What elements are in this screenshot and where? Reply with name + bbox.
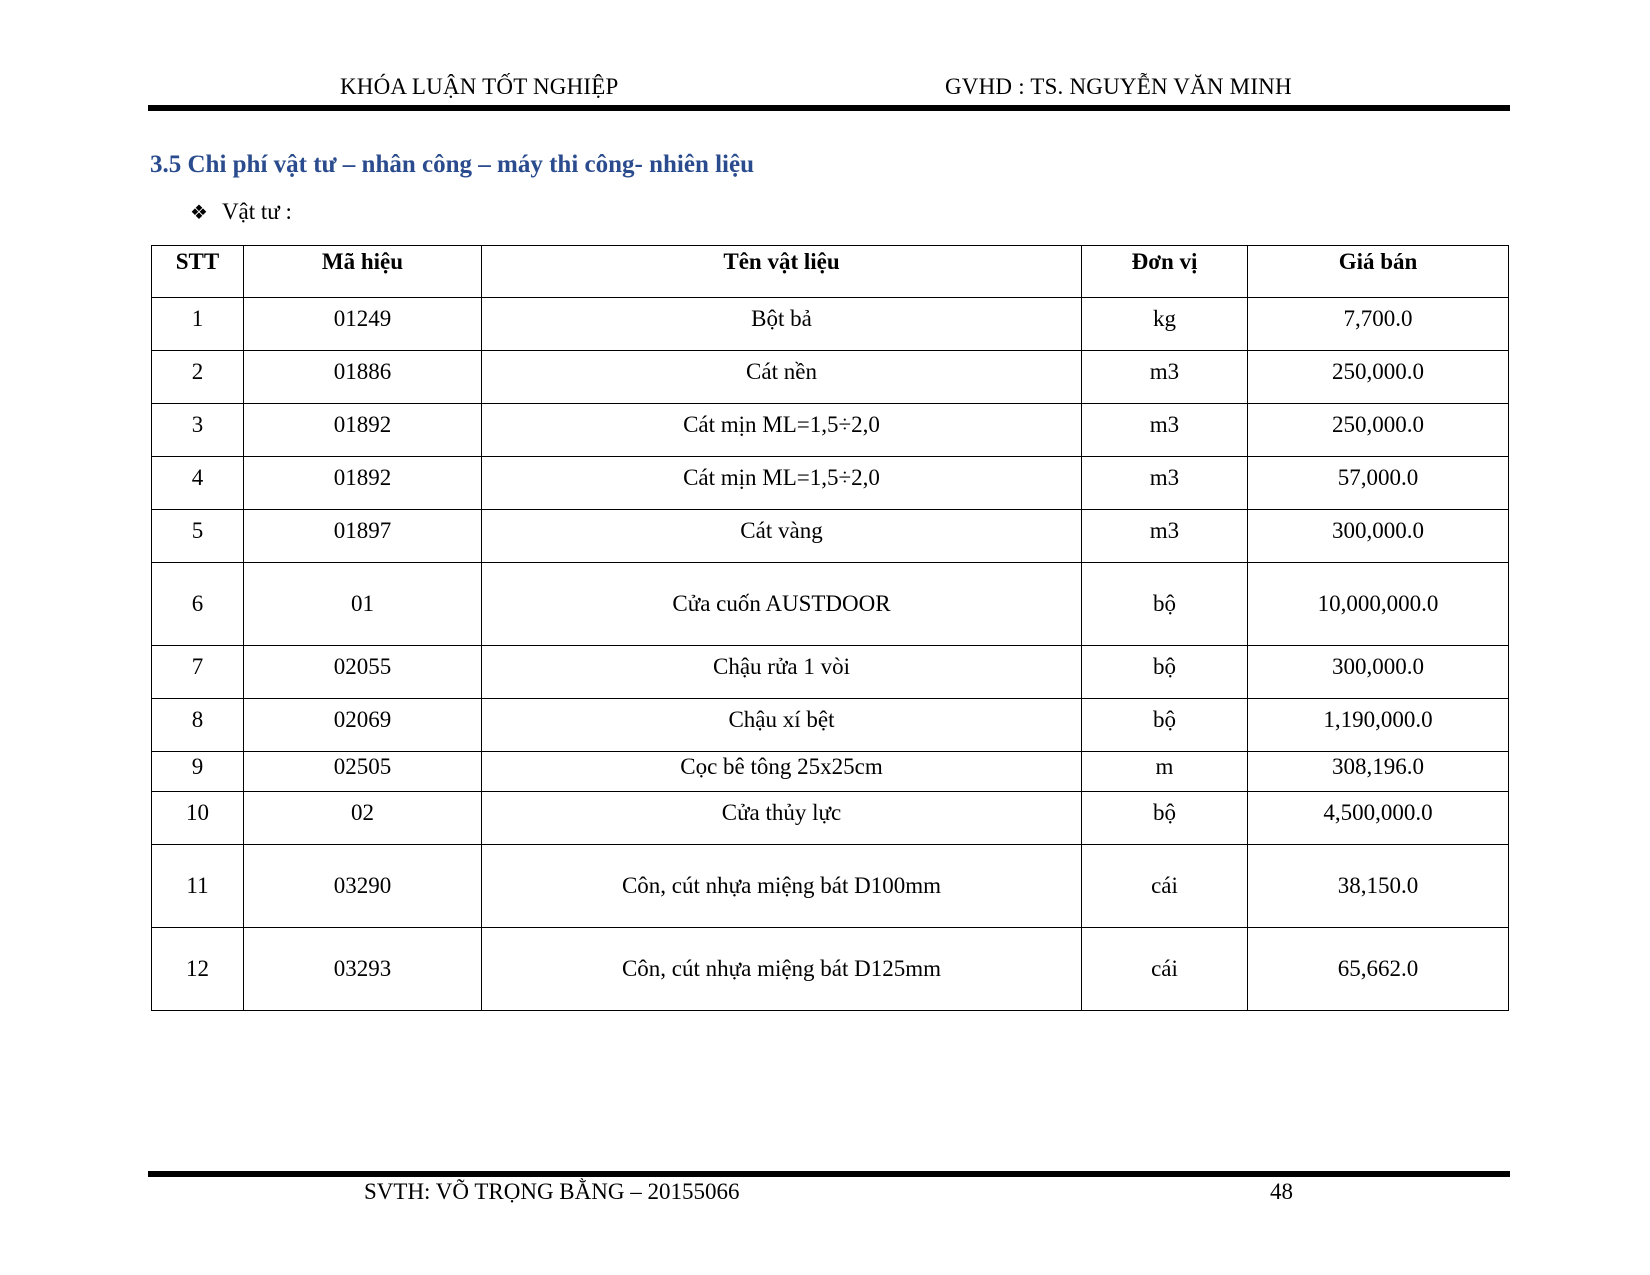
cell-material-name: Cát nền — [482, 351, 1082, 404]
cell-unit: kg — [1082, 298, 1248, 351]
cell-code: 02 — [244, 792, 482, 845]
cell-material-name: Cát vàng — [482, 510, 1082, 563]
cell-material-name: Cát mịn ML=1,5÷2,0 — [482, 457, 1082, 510]
materials-table — [151, 245, 1509, 1011]
section-title: 3.5 Chi phí vật tư – nhân công – máy thi công- nhiên liệu — [150, 151, 754, 178]
cell-code: 01892 — [244, 457, 482, 510]
cell-material-name: Chậu xí bệt — [482, 699, 1082, 752]
cell-material-name: Cửa cuốn AUSTDOOR — [482, 563, 1082, 646]
table-row — [152, 752, 1509, 792]
bullet-item-materials — [190, 199, 292, 225]
cell-stt: 4 — [152, 457, 244, 510]
table-row — [152, 646, 1509, 699]
cell-code: 01892 — [244, 404, 482, 457]
cell-price: 308,196.0 — [1248, 752, 1509, 792]
cell-code: 02505 — [244, 752, 482, 792]
cell-stt: 1 — [152, 298, 244, 351]
cell-price: 57,000.0 — [1248, 457, 1509, 510]
cell-material-name: Bột bả — [482, 298, 1082, 351]
cell-code: 01886 — [244, 351, 482, 404]
cell-unit: m3 — [1082, 351, 1248, 404]
footer-rule — [148, 1171, 1510, 1177]
cell-stt: 10 — [152, 792, 244, 845]
cell-price: 250,000.0 — [1248, 351, 1509, 404]
cell-stt: 5 — [152, 510, 244, 563]
column-header-code: Mã hiệu — [244, 246, 482, 298]
column-header-unit: Đơn vị — [1082, 246, 1248, 298]
table-row — [152, 792, 1509, 845]
table-row — [152, 845, 1509, 928]
table-row — [152, 404, 1509, 457]
cell-unit: cái — [1082, 928, 1248, 1011]
table-row — [152, 510, 1509, 563]
cell-material-name: Cọc bê tông 25x25cm — [482, 752, 1082, 792]
footer-student: SVTH: VÕ TRỌNG BẰNG – 20155066 — [364, 1179, 740, 1204]
cell-code: 01 — [244, 563, 482, 646]
cell-material-name: Côn, cút nhựa miệng bát D100mm — [482, 845, 1082, 928]
cell-unit: m3 — [1082, 404, 1248, 457]
cell-unit: m3 — [1082, 457, 1248, 510]
cell-price: 38,150.0 — [1248, 845, 1509, 928]
table-row — [152, 928, 1509, 1011]
cell-stt: 11 — [152, 845, 244, 928]
cell-price: 300,000.0 — [1248, 646, 1509, 699]
header-rule — [148, 105, 1510, 111]
cell-code: 03293 — [244, 928, 482, 1011]
cell-stt: 6 — [152, 563, 244, 646]
cell-stt: 2 — [152, 351, 244, 404]
table-row — [152, 351, 1509, 404]
cell-unit: bộ — [1082, 563, 1248, 646]
header-title: KHÓA LUẬN TỐT NGHIỆP — [340, 74, 619, 99]
table-row — [152, 298, 1509, 351]
page-number: 48 — [1270, 1179, 1293, 1204]
cell-stt: 9 — [152, 752, 244, 792]
cell-stt: 7 — [152, 646, 244, 699]
cell-code: 02055 — [244, 646, 482, 699]
table-row — [152, 457, 1509, 510]
cell-unit: m — [1082, 752, 1248, 792]
table-header-row — [152, 246, 1509, 298]
cell-price: 65,662.0 — [1248, 928, 1509, 1011]
column-header-price: Giá bán — [1248, 246, 1509, 298]
table-row — [152, 563, 1509, 646]
cell-stt: 3 — [152, 404, 244, 457]
cell-unit: cái — [1082, 845, 1248, 928]
header-supervisor: GVHD : TS. NGUYỄN VĂN MINH — [945, 74, 1292, 99]
cell-material-name: Cát mịn ML=1,5÷2,0 — [482, 404, 1082, 457]
cell-unit: bộ — [1082, 792, 1248, 845]
cell-material-name: Cửa thủy lực — [482, 792, 1082, 845]
column-header-material-name: Tên vật liệu — [482, 246, 1082, 298]
diamond-bullet-icon: ❖ — [190, 200, 208, 224]
cell-material-name: Côn, cút nhựa miệng bát D125mm — [482, 928, 1082, 1011]
cell-stt: 12 — [152, 928, 244, 1011]
cell-stt: 8 — [152, 699, 244, 752]
cell-material-name: Chậu rửa 1 vòi — [482, 646, 1082, 699]
cell-unit: bộ — [1082, 646, 1248, 699]
cell-code: 02069 — [244, 699, 482, 752]
cell-price: 7,700.0 — [1248, 298, 1509, 351]
cell-code: 01249 — [244, 298, 482, 351]
column-header-stt: STT — [152, 246, 244, 298]
cell-code: 01897 — [244, 510, 482, 563]
table-row — [152, 699, 1509, 752]
cell-code: 03290 — [244, 845, 482, 928]
cell-price: 250,000.0 — [1248, 404, 1509, 457]
cell-unit: bộ — [1082, 699, 1248, 752]
cell-price: 4,500,000.0 — [1248, 792, 1509, 845]
cell-unit: m3 — [1082, 510, 1248, 563]
cell-price: 1,190,000.0 — [1248, 699, 1509, 752]
bullet-label: Vật tư : — [221, 199, 292, 224]
cell-price: 300,000.0 — [1248, 510, 1509, 563]
cell-price: 10,000,000.0 — [1248, 563, 1509, 646]
